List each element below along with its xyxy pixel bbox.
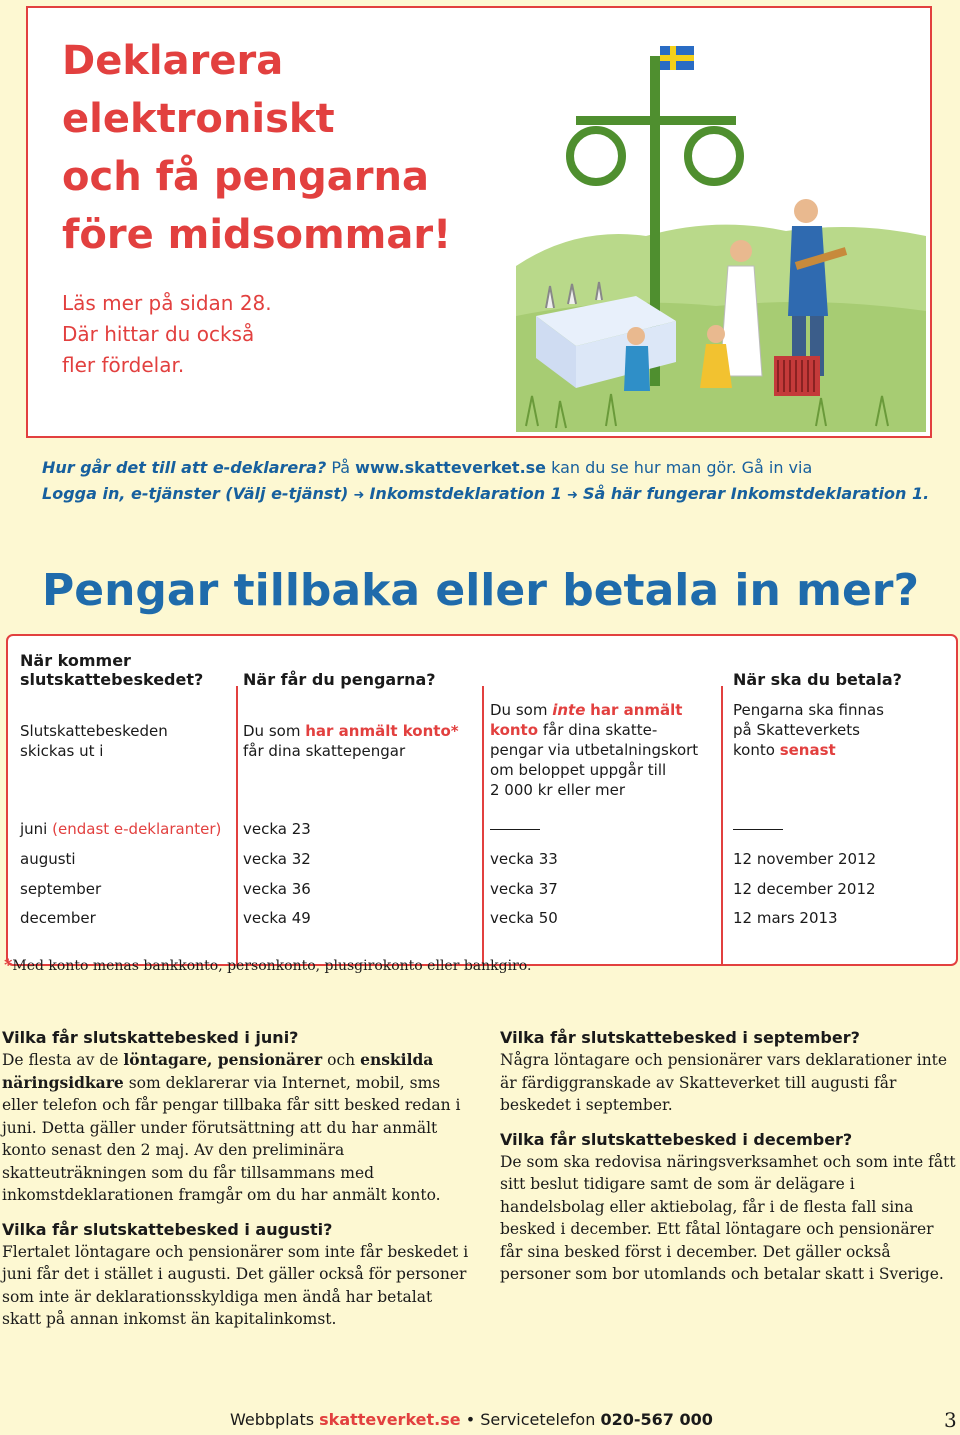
footnote-text: Med konto menas bankkonto, personkonto, plusgirokonto eller bankgiro. — [12, 958, 532, 974]
path-step: Så här fungerar Inkomstdeklaration 1. — [582, 484, 930, 503]
desc-highlight: inte — [552, 701, 586, 719]
answer-bold: enskilda näringsidkare — [2, 1050, 434, 1092]
how-text: Gå in via — [741, 458, 813, 477]
desc-line: på Skatteverkets — [733, 721, 860, 739]
column-divider — [482, 686, 484, 966]
footer-site-link[interactable]: skatteverket.se — [319, 1410, 461, 1429]
banner-headline — [62, 32, 502, 264]
answer-text: som deklarerar via Internet, mobil, sms eller telefon och får pengar tillbaka får sitt besked redan i juni. Detta gäller under förutsättning att du har anmält konto senast den 2 maj. Av den preliminära skatteuträkningen som du får tillsammans med inkomstdeklarationen framgår om du har anmält konto. — [2, 1073, 461, 1204]
header-line: När kommer — [20, 651, 131, 670]
footer-bullet: • — [465, 1410, 476, 1429]
midsummer-banner — [26, 6, 932, 438]
row-month: december — [20, 909, 96, 927]
desc-line: skickas ut i — [20, 742, 104, 760]
headline-line: och få pengarna — [62, 154, 429, 200]
schedule-table — [6, 634, 958, 966]
subtext-line: Där hittar du också — [62, 322, 255, 346]
column-divider — [721, 686, 723, 966]
subtext-line: fler fördelar. — [62, 353, 185, 377]
how-question: Hur går det till att e-deklarera? — [42, 458, 327, 477]
row-pay-by-empty — [733, 820, 783, 838]
footnote-star: * — [4, 955, 13, 974]
banner-subtext — [62, 288, 362, 381]
row-week-account: vecka 36 — [243, 880, 311, 898]
faq-question: Vilka får slutskattebesked i september? — [500, 1028, 860, 1047]
how-to-instructions — [42, 455, 929, 509]
faq-answer: Flertalet löntagare och pensionärer som inte får beskedet i juni får det i stället i augusti. Det gäller också för personer som inte är deklarationsskyldiga men ändå har betalat skatt på annan inkomst än kapitalinkomst. — [2, 1242, 469, 1328]
row-month: augusti — [20, 850, 76, 868]
row-pay-by: 12 mars 2013 — [733, 909, 838, 927]
row-week-card: vecka 37 — [490, 880, 558, 898]
faq-right-column — [500, 1027, 960, 1298]
headline-line: före midsommar! — [62, 212, 452, 258]
row-note: (endast e-deklaranter) — [52, 820, 222, 838]
path-step: Inkomstdeklaration 1 — [369, 484, 562, 503]
desc-account — [243, 721, 459, 761]
row-month: september — [20, 880, 102, 898]
desc-highlight: har anmält konto* — [305, 722, 459, 740]
desc-line: om beloppet uppgår till — [490, 761, 667, 779]
desc-text: konto — [733, 741, 775, 759]
row-week-card: vecka 50 — [490, 909, 558, 927]
footer-phone: 020-567 000 — [600, 1410, 713, 1429]
answer-text: och — [327, 1051, 356, 1069]
column-divider — [236, 686, 238, 966]
desc-highlight: senast — [779, 741, 836, 759]
faq-question: Vilka får slutskattebesked i juni? — [2, 1028, 299, 1047]
desc-line: pengar via utbetalningskort — [490, 741, 699, 759]
desc-no-account — [490, 700, 698, 800]
desc-line: 2 000 kr eller mer — [490, 781, 626, 799]
site-link[interactable]: www.skatteverket.se — [355, 458, 547, 477]
desc-line: Pengarna ska finnas — [733, 701, 884, 719]
faq-question: Vilka får slutskattebesked i december? — [500, 1129, 853, 1149]
faq-question: Vilka får slutskattebesked i augusti? — [2, 1219, 333, 1239]
row-week-account: vecka 32 — [243, 850, 311, 868]
desc-text: Du som — [243, 722, 301, 740]
page-footer — [230, 1410, 713, 1429]
desc-text: får dina skatte- — [542, 721, 658, 739]
row-week-account: vecka 49 — [243, 909, 311, 927]
desc-text: Du som — [490, 701, 548, 719]
footnote — [4, 955, 531, 974]
row-pay-by: 12 november 2012 — [733, 850, 877, 868]
page-number: 3 — [944, 1408, 957, 1432]
row-week-card-empty — [490, 820, 540, 838]
faq-left-column — [2, 1027, 472, 1343]
answer-text: De flesta av de — [2, 1051, 119, 1069]
desc-highlight: har anmält — [590, 701, 683, 719]
arrow-icon: ➜ — [353, 488, 365, 503]
midsummer-illustration — [516, 16, 926, 432]
desc-line: får dina skattepengar — [243, 742, 406, 760]
footer-label: Webbplats — [230, 1410, 315, 1429]
how-pa: På — [331, 458, 351, 477]
desc-decision — [20, 721, 168, 761]
header-line: slutskattebeskedet? — [20, 670, 204, 689]
row-week-account: vecka 23 — [243, 820, 311, 838]
desc-highlight: konto — [490, 721, 539, 739]
row-week-card: vecka 33 — [490, 850, 558, 868]
arrow-icon: ➜ — [566, 488, 578, 503]
row-pay-by: 12 december 2012 — [733, 880, 876, 898]
headline-line: Deklarera — [62, 38, 284, 84]
header-when-money: När får du pengarna? — [243, 670, 436, 689]
header-when-pay: När ska du betala? — [733, 670, 902, 689]
answer-bold: löntagare, pensionärer — [123, 1050, 323, 1069]
section-title: Pengar tillbaka eller betala in mer? — [42, 565, 920, 616]
desc-pay — [733, 700, 884, 760]
path-step: Logga in, e-tjänster (Välj e-tjänst) — [42, 484, 349, 503]
how-text: kan du se hur man gör. — [551, 458, 737, 477]
desc-line: Slutskattebeskeden — [20, 722, 168, 740]
headline-line: elektroniskt — [62, 96, 335, 142]
faq-answer: Några löntagare och pensionärer vars deklarationer inte är färdiggranskade av Skatteverket till augusti får beskedet i september. — [500, 1051, 948, 1114]
faq-answer — [2, 1049, 472, 1207]
subtext-line: Läs mer på sidan 28. — [62, 291, 272, 315]
header-when-decision — [20, 651, 203, 689]
footer-phone-label: Servicetelefon — [480, 1410, 596, 1429]
faq-answer: De som ska redovisa näringsverksamhet och som inte fått sitt beslut tidigare samt de som är delägare i handelsbolag eller aktiebolag, får i de flesta fall sina besked i december. Ett fåtal löntagare och pensionärer får sina besked först i december. Det gäller också personer som bor utomlands och betalar skatt i Sverige. — [500, 1152, 956, 1283]
row-month: juni — [20, 820, 48, 838]
